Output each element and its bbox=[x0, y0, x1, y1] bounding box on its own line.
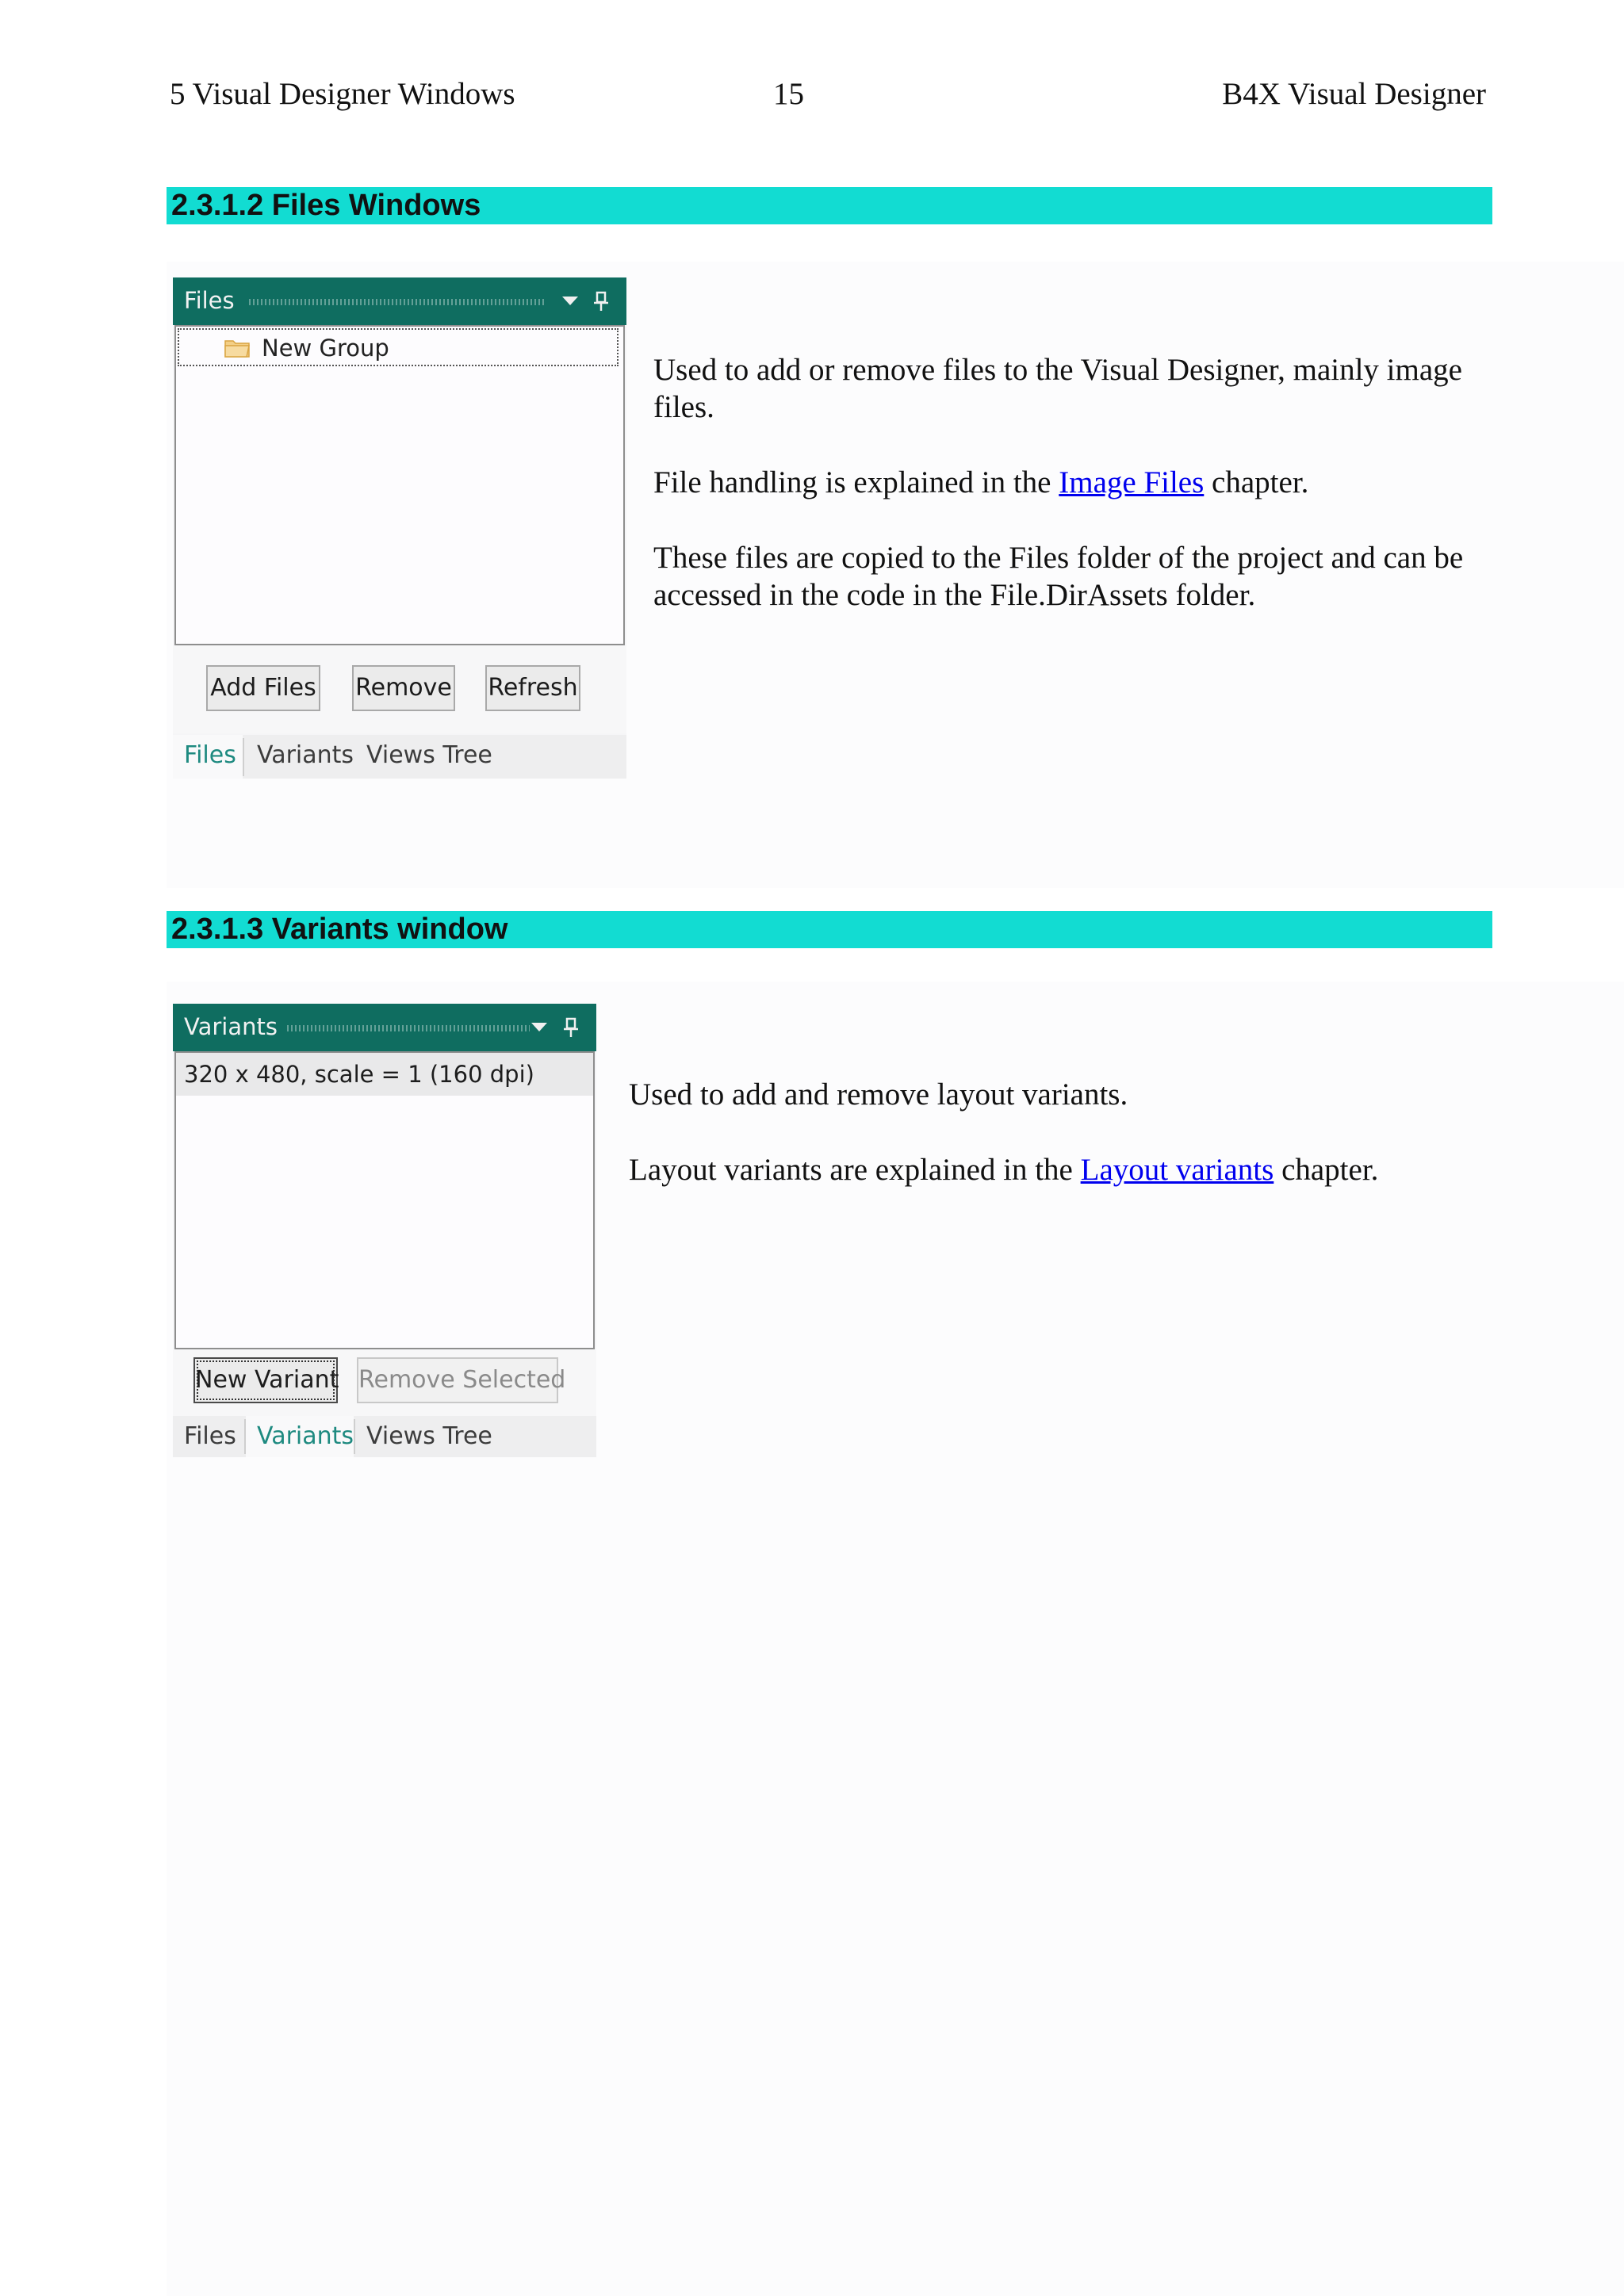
pin-icon[interactable] bbox=[592, 290, 611, 312]
section-heading-files bbox=[167, 187, 1492, 224]
pin-icon[interactable] bbox=[561, 1016, 580, 1039]
tab-variants[interactable]: Variants bbox=[257, 1422, 354, 1450]
variant-list-item-label: 320 x 480, scale = 1 (160 dpi) bbox=[184, 1061, 534, 1088]
files-window-title: Files bbox=[184, 287, 235, 314]
refresh-button[interactable]: Refresh bbox=[485, 665, 580, 711]
new-variant-button[interactable]: New Variant bbox=[193, 1357, 338, 1403]
title-grip bbox=[287, 1025, 530, 1031]
variants-window-title: Variants bbox=[184, 1013, 278, 1040]
dropdown-caret-icon[interactable] bbox=[562, 297, 578, 305]
files-paragraph-2-text: File handling is explained in the bbox=[653, 465, 1059, 499]
layout-variants-link[interactable]: Layout variants bbox=[1080, 1153, 1274, 1187]
variants-description bbox=[629, 1076, 1493, 1188]
dropdown-caret-icon[interactable] bbox=[531, 1023, 547, 1031]
tab-files[interactable]: Files bbox=[184, 1422, 236, 1450]
files-paragraph-1: Used to add or remove files to the Visual Designer, mainly image files. bbox=[653, 353, 1462, 424]
add-files-button[interactable]: Add Files bbox=[206, 665, 320, 711]
variants-paragraph-2-text: Layout variants are explained in the bbox=[629, 1153, 1081, 1187]
files-tree[interactable] bbox=[174, 325, 625, 645]
tab-views-tree[interactable]: Views Tree bbox=[366, 741, 492, 769]
variants-paragraph-1: Used to add and remove layout variants. bbox=[629, 1077, 1128, 1112]
variants-window-title-bar bbox=[173, 1004, 596, 1051]
files-paragraph-3: These files are copied to the Files folder of the project and can be accessed in the code in the File.DirAssets folder. bbox=[653, 541, 1464, 612]
variants-paragraph-2-tail: chapter. bbox=[1274, 1153, 1379, 1187]
variants-paragraph-2 bbox=[629, 1151, 1493, 1188]
section-heading-variants-text: 2.3.1.3 Variants window bbox=[171, 913, 508, 946]
files-paragraph-2-tail: chapter. bbox=[1204, 465, 1309, 499]
section-heading-files-text: 2.3.1.2 Files Windows bbox=[171, 189, 481, 222]
files-paragraph-2 bbox=[653, 464, 1494, 501]
tree-item-label: New Group bbox=[262, 335, 389, 362]
running-header-chapter: 5 Visual Designer Windows bbox=[170, 77, 515, 111]
files-description bbox=[653, 351, 1494, 614]
tree-item-new-group[interactable] bbox=[178, 328, 619, 366]
remove-selected-button[interactable]: Remove Selected bbox=[357, 1357, 558, 1403]
tab-files[interactable]: Files bbox=[184, 741, 236, 769]
variants-tab-strip bbox=[173, 1416, 596, 1457]
files-tab-strip bbox=[173, 735, 626, 779]
variants-list[interactable] bbox=[174, 1051, 595, 1349]
folder-icon bbox=[224, 336, 252, 358]
tab-views-tree[interactable]: Views Tree bbox=[366, 1422, 492, 1450]
tab-variants[interactable]: Variants bbox=[257, 741, 354, 769]
image-files-link[interactable]: Image Files bbox=[1059, 465, 1205, 499]
remove-button[interactable]: Remove bbox=[352, 665, 455, 711]
running-header-book-title: B4X Visual Designer bbox=[1222, 77, 1486, 111]
section-heading-variants bbox=[167, 911, 1492, 948]
variants-window bbox=[173, 1004, 596, 1457]
files-window-title-bar bbox=[173, 277, 626, 325]
title-grip bbox=[249, 299, 544, 305]
variant-list-item[interactable] bbox=[176, 1053, 593, 1096]
files-window bbox=[173, 277, 626, 779]
page-number: 15 bbox=[773, 77, 804, 111]
